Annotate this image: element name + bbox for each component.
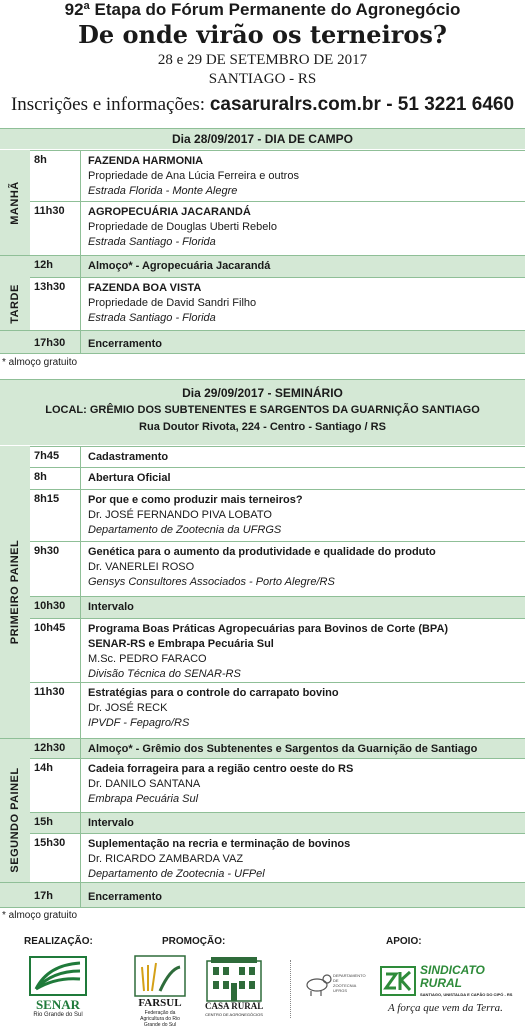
schedule-row [30, 467, 525, 489]
schedule-row [30, 489, 525, 541]
senar-emblem-icon [28, 955, 88, 997]
row-title: Estratégias para o controle do carrapato bovino [88, 687, 339, 699]
row-title: FAZENDA BOA VISTA [88, 282, 202, 294]
row-affiliation: Embrapa Pecuária Sul [88, 793, 199, 805]
row-title: Cadastramento [88, 451, 169, 463]
schedule-row [30, 833, 525, 882]
farsul-logo: FARSUL Federação da Agricultura do Rio Grande do Sul [134, 955, 186, 1021]
row-title: Genética para o aumento da produtividade e qualidade do produto [88, 546, 436, 558]
schedule-row [30, 541, 525, 596]
schedule-row [30, 277, 525, 330]
row-speaker: Dr. JOSÉ FERNANDO PIVA LOBATO [88, 509, 272, 521]
row-affiliation: Gensys Consultores Associados - Porto Alegre/RS [88, 576, 335, 588]
farsul-emblem-icon [134, 955, 186, 997]
row-title: Intervalo [88, 817, 134, 829]
event-main-title: De onde virão os terneiros? [78, 20, 447, 49]
row-title-line2: SENAR-RS e Embrapa Pecuária Sul [88, 638, 274, 650]
schedule-row [30, 618, 525, 682]
registration-label: Inscrições e informações: [10, 94, 210, 115]
casa-rural-logo: CASA RURAL CENTRO DE AGRONEGÓCIOS [205, 955, 263, 1021]
free-lunch-note: * almoço gratuito [2, 910, 78, 921]
row-time: 8h [34, 471, 47, 483]
row-title: Almoço* - Agropecuária Jacarandá [88, 260, 271, 272]
row-title: Cadeia forrageira para a região centro oeste do RS [88, 763, 354, 775]
schedule-row [30, 682, 525, 738]
row-time: 13h30 [34, 281, 66, 293]
row-title: Intervalo [88, 601, 134, 613]
promocao-label: PROMOÇÃO: [162, 936, 226, 947]
row-affiliation: Departamento de Zootecnia da UFRGS [88, 524, 282, 536]
day2-title: Dia 29/09/2017 - SEMINÁRIO [182, 386, 343, 400]
row-affiliation: Divisão Técnica do SENAR-RS [88, 668, 241, 680]
segundo-painel-side-label: SEGUNDO PAINEL [0, 758, 30, 882]
row-time: 12h30 [34, 742, 66, 754]
row-title: AGROPECUÁRIA JACARANDÁ [88, 206, 251, 218]
row-title: Encerramento [88, 338, 162, 350]
tarde-side-label: TARDE [0, 277, 30, 330]
row-time: 8h15 [34, 493, 60, 505]
row-time: 10h45 [34, 622, 66, 634]
row-time: 14h [34, 762, 53, 774]
realizacao-label: REALIZAÇÃO: [24, 936, 93, 947]
event-edition-title: 92ª Etapa do Fórum Permanente do Agronegócio [64, 0, 461, 19]
schedule-row-closing [0, 330, 525, 354]
row-title: Por que e como produzir mais terneiros? [88, 494, 303, 506]
senar-logo: SENAR Rio Grande do Sul [28, 955, 88, 1017]
day2-local: LOCAL: GRÊMIO DOS SUBTENENTES E SARGENTOS DA GUARNIÇÃO SANTIAGO [45, 404, 480, 416]
registration-contact[interactable]: casaruralrs.com.br - 51 3221 6460 [209, 94, 515, 115]
registration-info [0, 94, 525, 116]
primeiro-painel-side-label: PRIMEIRO PAINEL [0, 446, 30, 738]
row-time: 11h30 [34, 686, 65, 698]
manha-side-label: MANHÃ [0, 150, 30, 255]
row-speaker: M.Sc. PEDRO FARACO [88, 653, 207, 665]
day1-title-band [0, 128, 525, 149]
row-owner: Propriedade de Ana Lúcia Ferreira e outros [88, 170, 299, 182]
row-title: Almoço* - Grêmio dos Subtenentes e Sargentos da Guarnição de Santiago [88, 743, 478, 755]
row-title: FAZENDA HARMONIA [88, 155, 204, 167]
schedule-row [30, 758, 525, 812]
apoio-label: APOIO: [386, 936, 422, 947]
row-time: 17h30 [34, 337, 66, 349]
row-affiliation: IPVDF - Fepagro/RS [88, 717, 190, 729]
row-speaker: Dr. DANILO SANTANA [88, 778, 201, 790]
schedule-row-lunch [0, 255, 525, 277]
schedule-row [30, 150, 525, 201]
row-time: 10h30 [34, 600, 66, 612]
row-speaker: Dr. VANERLEI ROSO [88, 561, 195, 573]
day1-title: Dia 28/09/2017 - DIA DE CAMPO [172, 132, 353, 146]
event-dates: 28 e 29 DE SETEMBRO DE 2017 [157, 52, 368, 68]
row-speaker: Dr. JOSÉ RECK [88, 702, 168, 714]
schedule-row [30, 446, 525, 467]
row-time: 8h [34, 154, 47, 166]
row-owner: Propriedade de Douglas Uberti Rebelo [88, 221, 277, 233]
row-location: Estrada Santiago - Florida [88, 312, 216, 324]
sindicato-rural-logo: SINDICATO RURAL SANTIAGO, UNISTALDA E CAPÃO DO CIPÓ - RS A força que vem da Terra. [380, 962, 520, 1018]
free-lunch-note: * almoço gratuito [2, 357, 78, 368]
day2-address: Rua Doutor Rivota, 224 - Centro - Santiago / RS [139, 421, 386, 433]
ufrgs-zootecnia-logo: DEPARTAMENTO DE ZOOTECNIA UFRGS [305, 965, 357, 1005]
row-owner: Propriedade de David Sandri Filho [88, 297, 257, 309]
row-time: 17h [34, 890, 53, 902]
row-title: Abertura Oficial [88, 472, 171, 484]
row-affiliation: Departamento de Zootecnia - UFPel [88, 868, 265, 880]
building-icon [205, 955, 263, 1001]
animals-icon [305, 969, 335, 997]
row-title: Suplementação na recria e terminação de bovinos [88, 838, 351, 850]
row-time: 12h [34, 259, 53, 271]
row-location: Estrada Santiago - Florida [88, 236, 216, 248]
schedule-row [30, 201, 525, 255]
event-place: SANTIAGO - RS [208, 71, 317, 87]
schedule-row-break [30, 596, 525, 618]
row-location: Estrada Florida - Monte Alegre [88, 185, 238, 197]
schedule-row-closing [0, 882, 525, 908]
day2-title-band [0, 379, 525, 445]
row-time: 15h [34, 816, 53, 828]
row-title: Encerramento [88, 891, 162, 903]
schedule-row-break [30, 812, 525, 833]
schedule-row-lunch [0, 738, 525, 758]
row-time: 9h30 [34, 545, 60, 557]
row-time: 15h30 [34, 837, 66, 849]
row-speaker: Dr. RICARDO ZAMBARDA VAZ [88, 853, 244, 865]
row-title: Programa Boas Práticas Agropecuárias para Bovinos de Corte (BPA) [88, 623, 449, 635]
row-time: 11h30 [34, 205, 65, 217]
row-time: 7h45 [34, 450, 60, 462]
sindicato-emblem-icon [380, 966, 416, 996]
